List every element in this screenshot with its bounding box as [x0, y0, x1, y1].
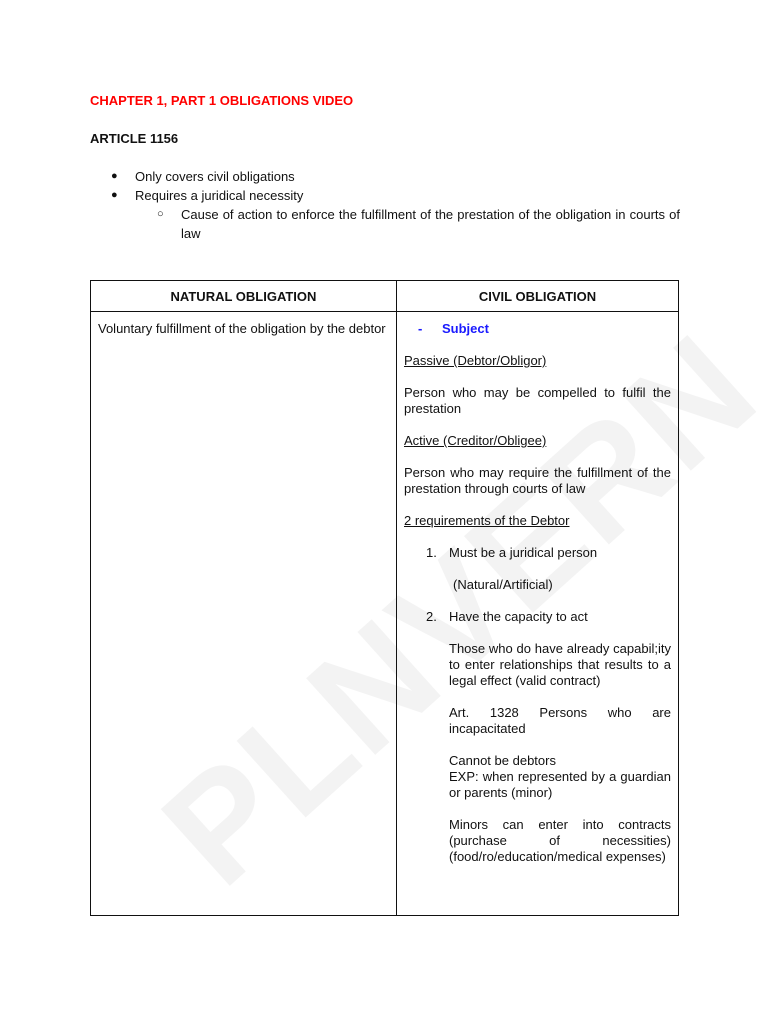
active-heading: Active (Creditor/Obligee) — [404, 433, 547, 448]
exception-text: EXP: when represented by a guardian or parents (minor) — [449, 769, 671, 800]
bullet-text: Only covers civil obligations — [135, 169, 295, 184]
requirement-note: (Natural/Artificial) — [453, 577, 553, 592]
bullet-dot-icon: ● — [111, 189, 118, 201]
table-row — [91, 312, 679, 916]
bullet-list — [90, 167, 680, 243]
debtor-exception — [449, 753, 671, 801]
obligation-table — [90, 280, 679, 916]
header-natural-obligation: NATURAL OBLIGATION — [91, 281, 397, 312]
table-header-row — [91, 281, 679, 312]
active-text: Person who may require the fulfillment of the prestation through courts of law — [404, 465, 671, 496]
requirement-text: Must be a juridical person — [449, 545, 598, 560]
requirements-heading: 2 requirements of the Debtor — [404, 513, 570, 528]
requirement-item-2 — [404, 609, 671, 625]
requirement-item-1 — [404, 545, 671, 561]
passive-text: Person who may be compelled to fulfil the prestation — [404, 385, 671, 416]
capacity-details — [404, 641, 671, 865]
sub-bullet-text: Cause of action to enforce the fulfillment of the prestation of the obligation in courts of law — [181, 207, 680, 241]
bullet-dot-icon: ● — [111, 170, 118, 182]
minors-text: Minors can enter into contracts (purchase of necessities) (food/ro/education/medical expenses) — [449, 817, 671, 864]
dash-marker: - — [418, 321, 423, 336]
subject-heading — [404, 321, 671, 337]
capacity-text: Those who do have already capabil;ity to enter relationships that results to a legal effect (valid contract) — [449, 641, 671, 688]
article-reference-text: Art. 1328 Persons who are incapacitated — [449, 705, 671, 736]
requirement-text: Have the capacity to act — [449, 609, 588, 624]
subject-label: Subject — [442, 321, 489, 336]
civil-cell — [397, 312, 679, 916]
sub-bullet-item — [90, 205, 680, 243]
passive-heading: Passive (Debtor/Obligor) — [404, 353, 547, 368]
cannot-text: Cannot be debtors — [449, 753, 556, 768]
header-civil-obligation: CIVIL OBLIGATION — [397, 281, 679, 312]
natural-text: Voluntary fulfillment of the obligation by the debtor — [98, 321, 386, 336]
natural-cell — [91, 312, 397, 916]
list-number: 2. — [426, 609, 437, 624]
list-number: 1. — [426, 545, 437, 560]
bullet-text: Requires a juridical necessity — [135, 188, 304, 203]
article-title: ARTICLE 1156 — [90, 131, 179, 146]
bullet-circle-icon: ○ — [157, 208, 164, 220]
bullet-item — [90, 186, 680, 205]
bullet-item — [90, 167, 680, 186]
chapter-title: CHAPTER 1, PART 1 OBLIGATIONS VIDEO — [90, 93, 354, 108]
